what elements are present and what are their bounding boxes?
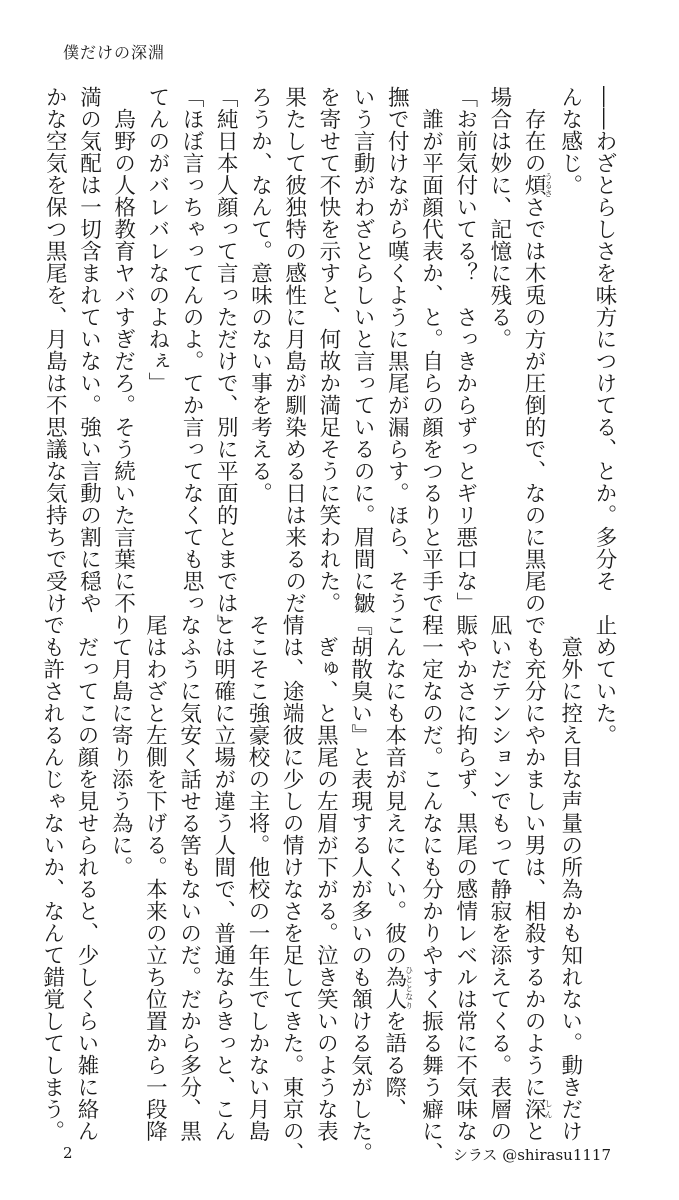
text-block-top <box>42 86 621 636</box>
author-credit: シラス @shirasu1117 <box>452 1146 611 1164</box>
text-column: 情は、途端彼に少しの情けなさを足してきた。東京の、 <box>279 614 305 1164</box>
text-column: かな空気を保つ黒尾を、月島は不思議な気持ちで受け <box>42 86 68 614</box>
text-column: 存在の煩うるささでは木兎の方が圧倒的で、なのに黒尾の <box>521 86 554 614</box>
text-column: いう言動がわざとらしいと言っているのに。眉間に皺 <box>350 86 376 614</box>
text-column: ――わざとらしさを味方につけてる、とか。多分そ <box>592 86 617 592</box>
text-column: 凪いだテンションでもって静寂を添えてくる。表層の <box>486 614 512 1142</box>
text-column: でも許されるんじゃないか、なんて錯覚してしまう。 <box>39 614 65 1142</box>
text-column: ろうか、なんて。意味のない事を考える。 <box>247 86 273 504</box>
text-column: とは明確に立場が違う人間で、普通ならきっと、こん <box>210 614 236 1142</box>
ruby-reading: うるさ <box>544 172 554 198</box>
text-column: 場合は妙に、記憶に残る。 <box>486 86 512 350</box>
text-column: 撫で付けながら嘆くように黒尾が漏らす。ほら、そう <box>384 86 410 614</box>
text-column: 賑やかさに拘らず、黒尾の感情レベルは常に不気味な <box>452 614 478 1142</box>
text-column: 止めていた。 <box>592 614 617 746</box>
book-title: 僕だけの深淵 <box>63 43 166 62</box>
text-column: なふうに気安く話せる筈もないのだ。だから多分、黒 <box>176 614 202 1142</box>
text-column: でも充分にやかましい男は、相殺するかのように深しんと <box>521 614 554 1142</box>
text-column: 「お前気付いてる？ さっきからずっとギリ悪口な」 <box>452 86 478 614</box>
text-column: こんなにも本音が見えにくい。彼の為人ひととなりを語る際、 <box>381 614 414 1120</box>
text-column: そこそこ強豪校の主将。他校の一年生でしかない月島 <box>244 614 270 1142</box>
text-column: 満の気配は一切含まれていない。強い言動の割に穏や <box>76 86 102 614</box>
ruby-reading: しん <box>544 1098 554 1120</box>
text-column: ぎゅ、と黒尾の左眉が下がる。泣き笑いのような表 <box>313 614 339 1142</box>
page-number: 2 <box>63 1144 73 1162</box>
ruby-word: 煩うるさ <box>521 172 554 198</box>
text-column: 誰が平面顔代表か、と。自らの顔をつるりと平手で <box>418 86 444 614</box>
text-column: 程一定なのだ。こんなにも分かりやすく振る舞う癖に、 <box>418 614 444 1164</box>
ruby-reading: ひととなり <box>404 966 414 1010</box>
text-column: りて月島に寄り添う為に。 <box>108 614 134 878</box>
text-column: んな感じ。 <box>557 86 583 196</box>
text-column: てんのがバレバレなのよねぇ」 <box>144 86 170 394</box>
text-column: だってこの顔を見せられると、少しくらい雑に絡ん <box>73 614 99 1142</box>
text-column: 「純日本人顔って言っただけで、別に平面的とまでは」 <box>213 86 239 636</box>
text-column: 「ほぼ言っちゃってんのよ。てか言ってなくても思っ <box>179 86 205 614</box>
text-column: 『胡散臭い』と表現する人が多いのも頷ける気がした。 <box>347 614 373 1164</box>
ruby-word: 為人ひととなり <box>381 966 414 1010</box>
text-column: 意外に控え目な声量の所為かも知れない。動きだけ <box>557 614 583 1142</box>
text-column: 尾はわざと左側を下げる。本来の立ち位置から一段降 <box>142 614 168 1142</box>
text-column: を寄せて不快を示すと、何故か満足そうに笑われた。 <box>315 86 341 614</box>
text-column: 烏野の人格教育ヤバすぎだろ。そう続いた言葉に不 <box>110 86 136 614</box>
text-column: 果たして彼独特の感性に月島が馴染める日は来るのだ <box>281 86 307 614</box>
ruby-word: 深しん <box>521 1098 554 1120</box>
